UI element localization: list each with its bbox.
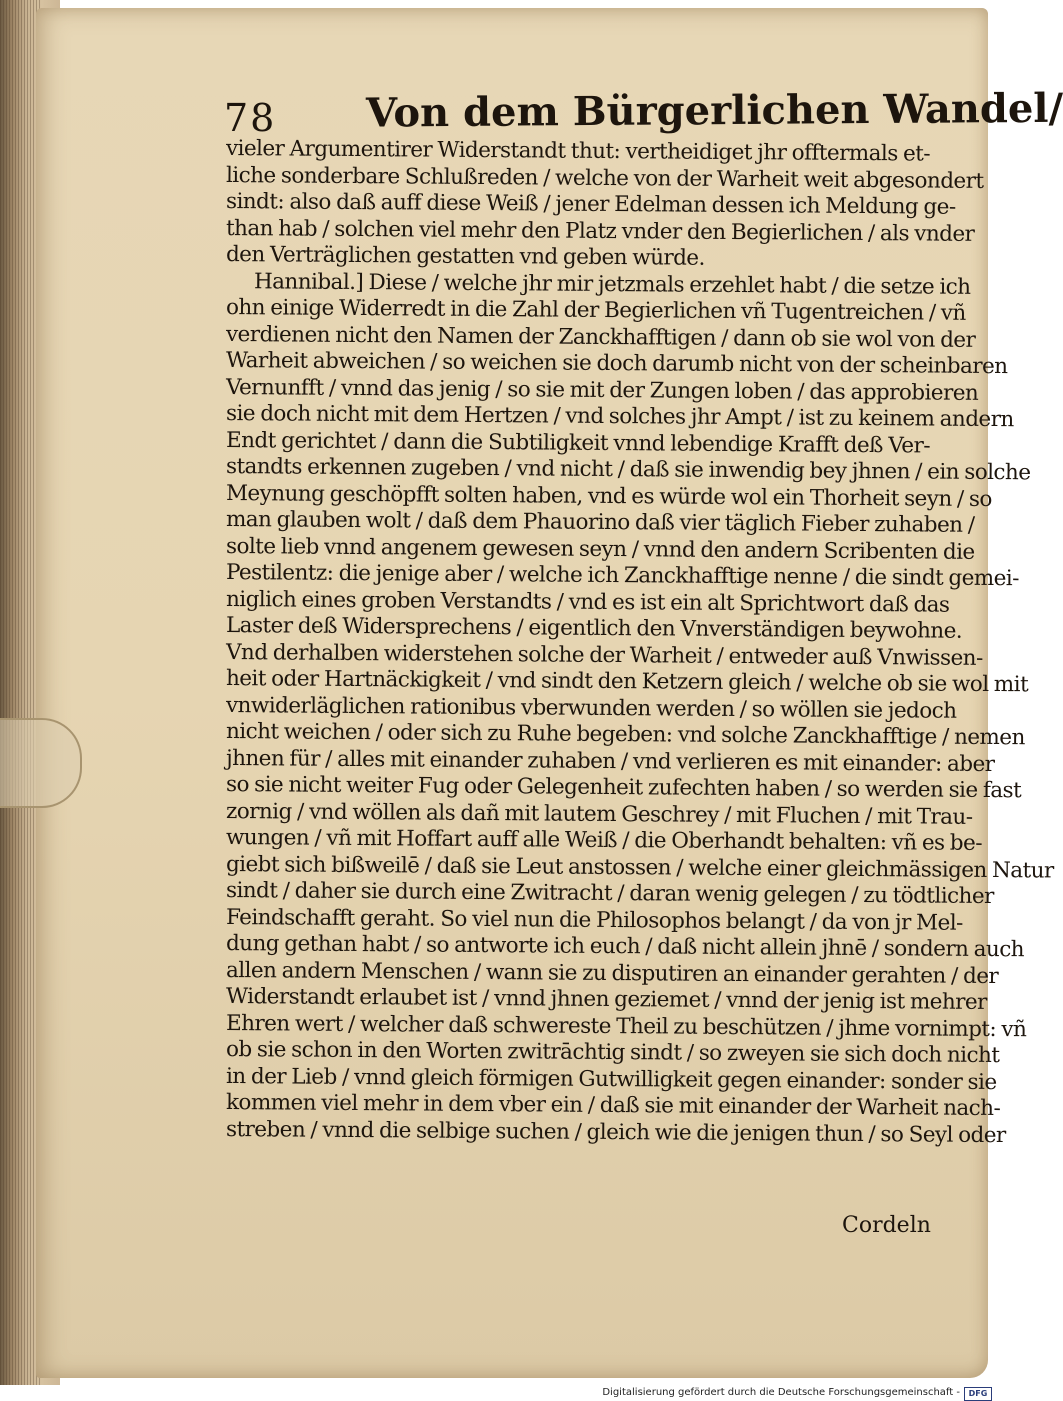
text-line: ohn einige Widerredt in die Zahl der Begierlichen vñ Tugentreichen / vñ <box>225 295 966 326</box>
text-line: verdienen nicht den Namen der Zanckhafftigen / dann ob sie wol von der <box>225 321 976 353</box>
text-line: streben / vnnd die selbige suchen / gleich wie die jenigen thun / so Seyl oder <box>225 1116 1006 1148</box>
text-line: Pestilentz: die jenige aber / welche ich Zanckhafftige nenne / die sindt gemei- <box>225 560 1020 592</box>
text-line: in der Lieb / vnnd gleich förmigen Gutwilligkeit gegen einander: sonder sie <box>225 1063 997 1095</box>
text-line: liche sonderbare Schlußreden / welche von der Warheit weit abgesondert <box>225 162 984 194</box>
text-line: sie doch nicht mit dem Hertzen / vnd solches jhr Ampt / ist zu keinem andern <box>225 401 1014 433</box>
page-number: 78 <box>224 96 277 140</box>
text-line: Vernunfft / vnnd das jenig / so sie mit der Zungen loben / das approbieren <box>225 374 979 406</box>
dfg-logo: DFG <box>964 1387 992 1401</box>
text-line: ob sie schon in den Worten zwitrāchtig sindt / so zweyen sie sich doch nicht <box>225 1037 1000 1069</box>
text-line: so sie nicht weiter Fug oder Gelegenheit zufechten haben / so werden sie fast <box>225 772 1022 804</box>
text-line: Vnd derhalben widerstehen solche der Warheit / entweder auß Vnwissen- <box>225 639 983 671</box>
footer-credit: Digitalisierung gefördert durch die Deutsche Forschungsgemeinschaft - <box>602 1387 960 1398</box>
text-line: man glauben wolt / daß dem Phauorino daß vier täglich Fieber zuhaben / <box>225 507 975 538</box>
text-line: sindt / daher sie durch eine Zwitracht / daran wenig gelegen / zu tödtlicher <box>225 878 994 910</box>
page-clip-marker <box>0 718 82 808</box>
page-edges <box>0 0 40 1385</box>
text-line: allen andern Menschen / wann sie zu disputiren an einander gerahten / der <box>225 957 999 989</box>
text-line: standts erkennen zugeben / vnd nicht / daß sie inwendig bey jhnen / ein solche <box>225 454 1031 486</box>
text-line: jhnen für / alles mit einander zuhaben / vnd verlieren es mit einander: aber <box>225 745 995 777</box>
text-line: solte lieb vnnd angenem gewesen seyn / vnnd den andern Scribenten die <box>225 533 975 565</box>
text-line: kommen viel mehr in dem vber ein / daß sie mit einander der Warheit nach- <box>225 1090 1001 1122</box>
text-line: Widerstandt erlaubet ist / vnnd jhnen geziemet / vnnd der jenig ist mehrer <box>225 984 987 1015</box>
text-line: Meynung geschöpfft solten haben, vnd es würde wol ein Thorheit seyn / so <box>225 480 992 512</box>
text-line: vnwiderläglichen rationibus vberwunden werden / so wöllen sie jedoch <box>225 692 957 724</box>
text-line: Hannibal.] Diese / welche jhr mir jetzmals erzehlet habt / die setze ich <box>253 268 971 300</box>
text-line: wungen / vñ mit Hoffart auff alle Weiß / die Oberhandt behalten: vñ es be- <box>225 825 983 856</box>
text-line: niglich eines groben Verstandts / vnd es ist ein alt Sprichtwort daß das <box>225 586 950 618</box>
catchword: Cordeln <box>842 1213 931 1238</box>
text-line: dung gethan habt / so antworte ich euch / daß nicht allein jhnē / sondern auch <box>225 931 1025 963</box>
text-line: zornig / vnd wöllen als dañ mit lautem Geschrey / mit Fluchen / mit Trau- <box>225 798 973 830</box>
text-line: heit oder Hartnäckigkeit / vnd sindt den Ketzern gleich / welche ob sie wol mit <box>225 666 1029 698</box>
text-line: den Verträglichen gestatten vnd geben würde. <box>225 242 705 271</box>
body-text <box>225 136 1054 1148</box>
text-line: Ehren wert / welcher daß schwereste Theil zu beschützen / jhme vornimpt: vñ <box>225 1010 1027 1042</box>
text-line: than hab / solchen viel mehr den Platz vnder den Begierlichen / als vnder <box>225 215 975 247</box>
text-line: Feindschafft geraht. So viel nun die Philosophos belangt / da von jr Mel- <box>225 904 963 936</box>
text-line: giebt sich bißweilē / daß sie Leut anstossen / welche einer gleichmässigen Natur <box>225 851 1054 884</box>
text-line: Laster deß Widersprechens / eigentlich den Vnverständigen beywohne. <box>225 613 963 644</box>
text-line: sindt: also daß auff diese Weiß / jener Edelman dessen ich Meldung ge- <box>225 189 956 220</box>
text-line: Warheit abweichen / so weichen sie doch darumb nicht von der scheinbaren <box>225 348 1008 380</box>
text-line: Endt gerichtet / dann die Subtiligkeit vnnd lebendige Krafft deß Ver- <box>225 427 931 459</box>
text-line: vieler Argumentirer Widerstandt thut: vertheidiget jhr offtermals et- <box>225 136 931 167</box>
text-line: nicht weichen / oder sich zu Ruhe begeben: vnd solche Zanckhafftige / nemen <box>225 719 1025 751</box>
running-head: Von dem Bürgerlichen Wandel/ <box>365 84 1063 137</box>
